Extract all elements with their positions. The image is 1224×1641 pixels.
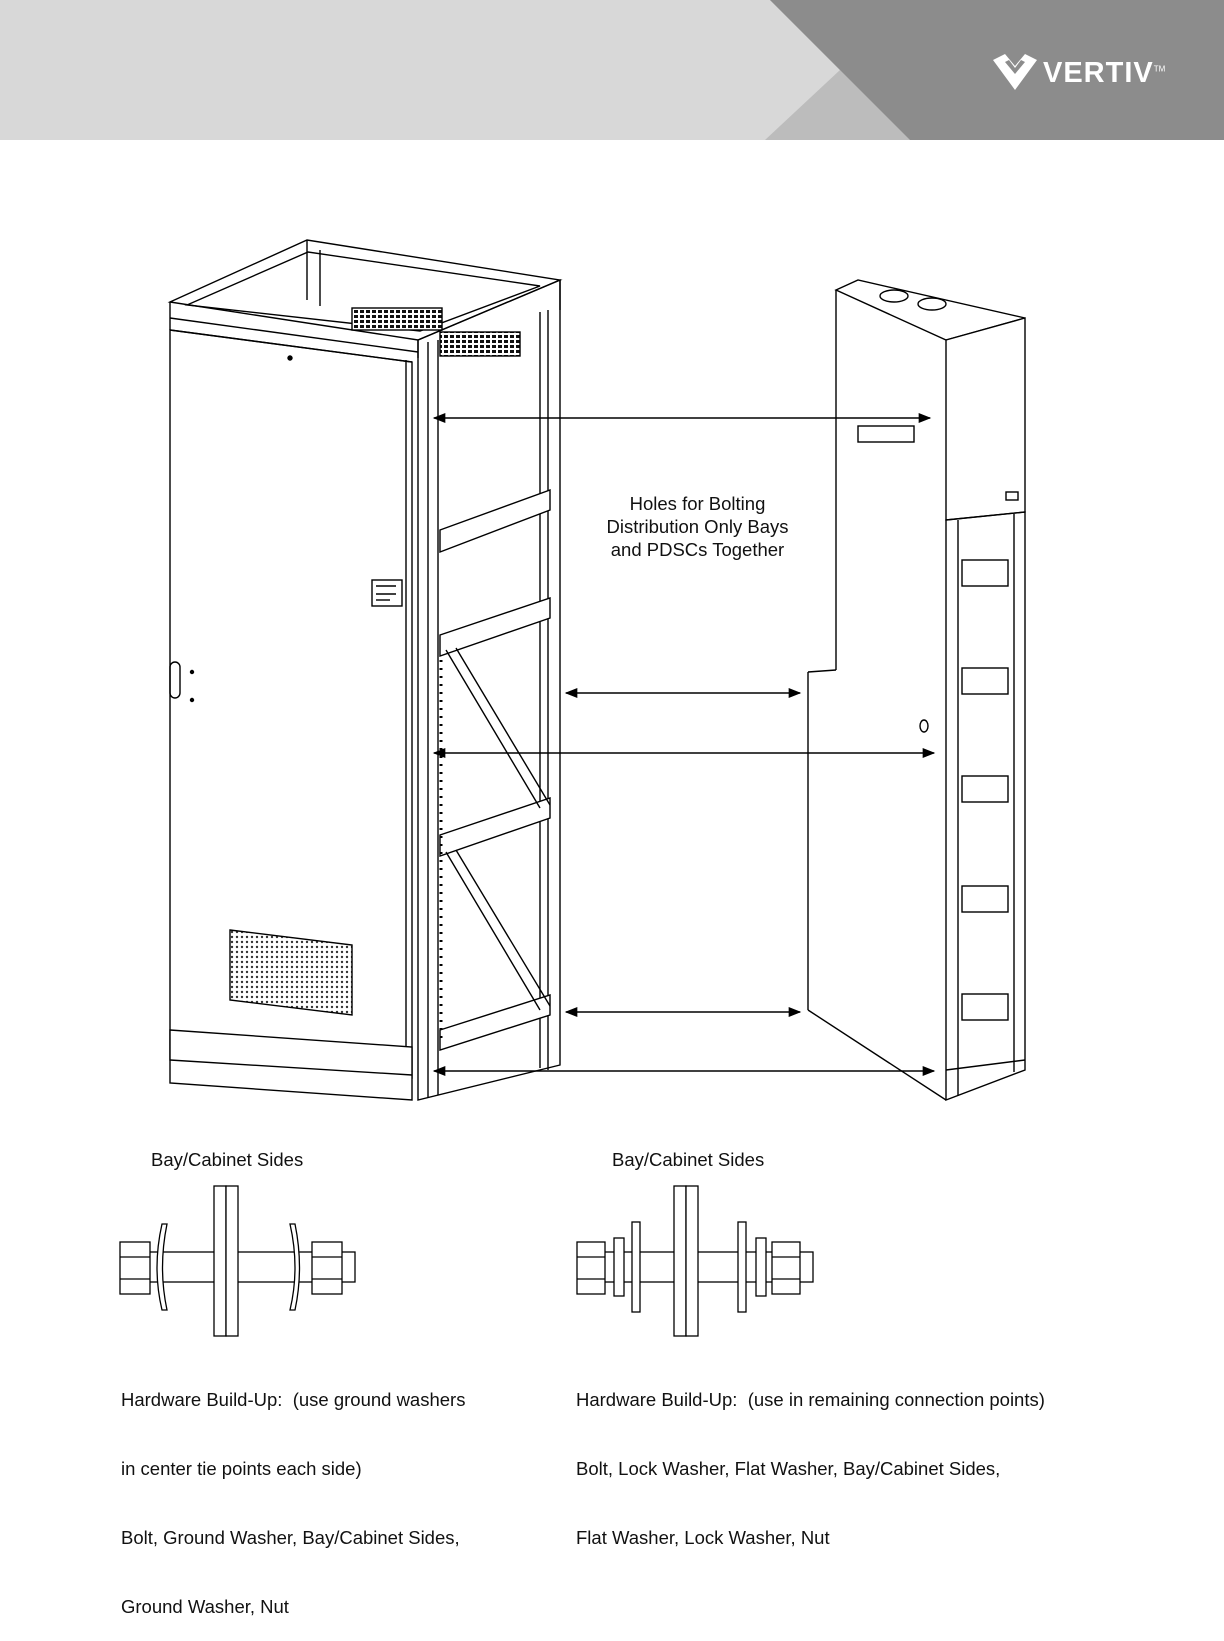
right-hardware-caption xyxy=(576,1342,1045,1572)
right-caption-line-1: Hardware Build-Up: (use in remaining connection points) xyxy=(576,1389,1045,1410)
ground-washer-stack xyxy=(120,1186,355,1336)
left-caption-line-2: in center tie points each side) xyxy=(121,1458,362,1479)
vertiv-logo-icon xyxy=(993,52,1037,92)
lock-washer-stack xyxy=(577,1186,813,1336)
left-bay-sides-label: Bay/Cabinet Sides xyxy=(151,1149,304,1170)
left-caption-line-3: Bolt, Ground Washer, Bay/Cabinet Sides, xyxy=(121,1527,460,1548)
callout-line-3: and PDSCs Together xyxy=(610,539,785,560)
left-cabinet xyxy=(170,240,560,1100)
bolt-holes-callout xyxy=(580,492,815,561)
callout-line-2: Distribution Only Bays xyxy=(606,516,789,537)
header-banner xyxy=(0,0,1224,140)
cabinet-assembly-drawing xyxy=(0,140,1224,1140)
right-caption-line-3: Flat Washer, Lock Washer, Nut xyxy=(576,1527,830,1548)
callout-line-1: Holes for Bolting xyxy=(629,493,766,514)
right-pdsc-cabinet xyxy=(808,280,1025,1100)
left-hardware-caption xyxy=(121,1342,465,1641)
left-caption-line-4: Ground Washer, Nut xyxy=(121,1596,289,1617)
left-caption-line-1: Hardware Build-Up: (use ground washers xyxy=(121,1389,466,1410)
brand-name: VERTIV™ xyxy=(1043,57,1166,89)
right-caption-line-2: Bolt, Lock Washer, Flat Washer, Bay/Cabinet Sides, xyxy=(576,1458,1001,1479)
right-bay-sides-label: Bay/Cabinet Sides xyxy=(612,1149,765,1170)
